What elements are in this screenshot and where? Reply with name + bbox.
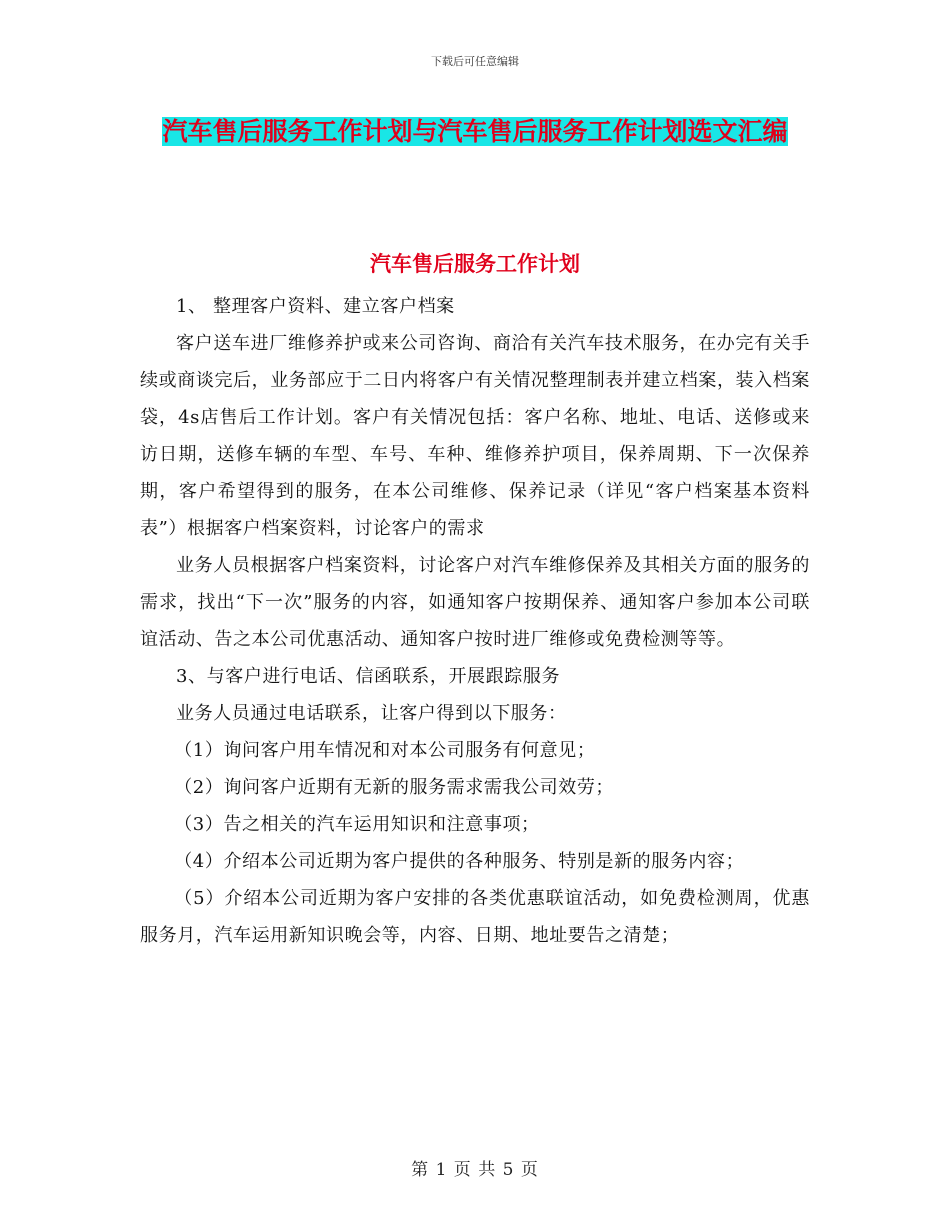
header-note: 下载后可任意编辑: [431, 55, 519, 68]
document-title: [140, 108, 810, 156]
paragraph: 业务人员通过电话联系，让客户得到以下服务：: [176, 703, 567, 724]
paragraph-heading-3: 3、与客户进行电话、信函联系，开展跟踪服务: [176, 666, 561, 687]
document-title-text: 汽车售后服务工作计划与汽车售后服务工作计划选文汇编: [162, 117, 788, 146]
list-item: （3）告之相关的汽车运用知识和注意事项；: [174, 814, 540, 835]
document-body: [140, 288, 810, 954]
list-item: （5）介绍本公司近期为客户安排的各类优惠联谊活动，如免费检测周，优惠服务月，汽车运用新知识晚会等，内容、日期、地址要告之清楚；: [140, 888, 810, 946]
list-item: （4）介绍本公司近期为客户提供的各种服务、特别是新的服务内容；: [174, 851, 745, 872]
paragraph-heading-1: 1、 整理客户资料、建立客户档案: [176, 296, 455, 317]
section-title: 汽车售后服务工作计划: [370, 251, 580, 276]
list-item: （2）询问客户近期有无新的服务需求需我公司效劳；: [174, 777, 615, 798]
paragraph: 客户送车进厂维修养护或来公司咨询、商洽有关汽车技术服务，在办完有关手续或商谈完后，业务部应于二日内将客户有关情况整理制表并建立档案，装入档案袋，4s店售后工作计划。客户有关情况包括：客户名称、地址、电话、送修或来访日期，送修车辆的车型、车号、车种、维修养护项目，保养周期、下一次保养期，客户希望得到的服务，在本公司维修、保养记录（详见“客户档案基本资料表”）根据客户档案资料，讨论客户的需求: [140, 333, 810, 539]
list-item: （1）询问客户用车情况和对本公司服务有何意见；: [174, 740, 596, 761]
paragraph: 业务人员根据客户档案资料，讨论客户对汽车维修保养及其相关方面的服务的需求，找出“下一次”服务的内容，如通知客户按期保养、通知客户参加本公司联谊活动、告之本公司优惠活动、通知客户按时进厂维修或免费检测等等。: [140, 555, 810, 650]
page-footer: 第 1 页 共 5 页: [411, 1160, 539, 1180]
